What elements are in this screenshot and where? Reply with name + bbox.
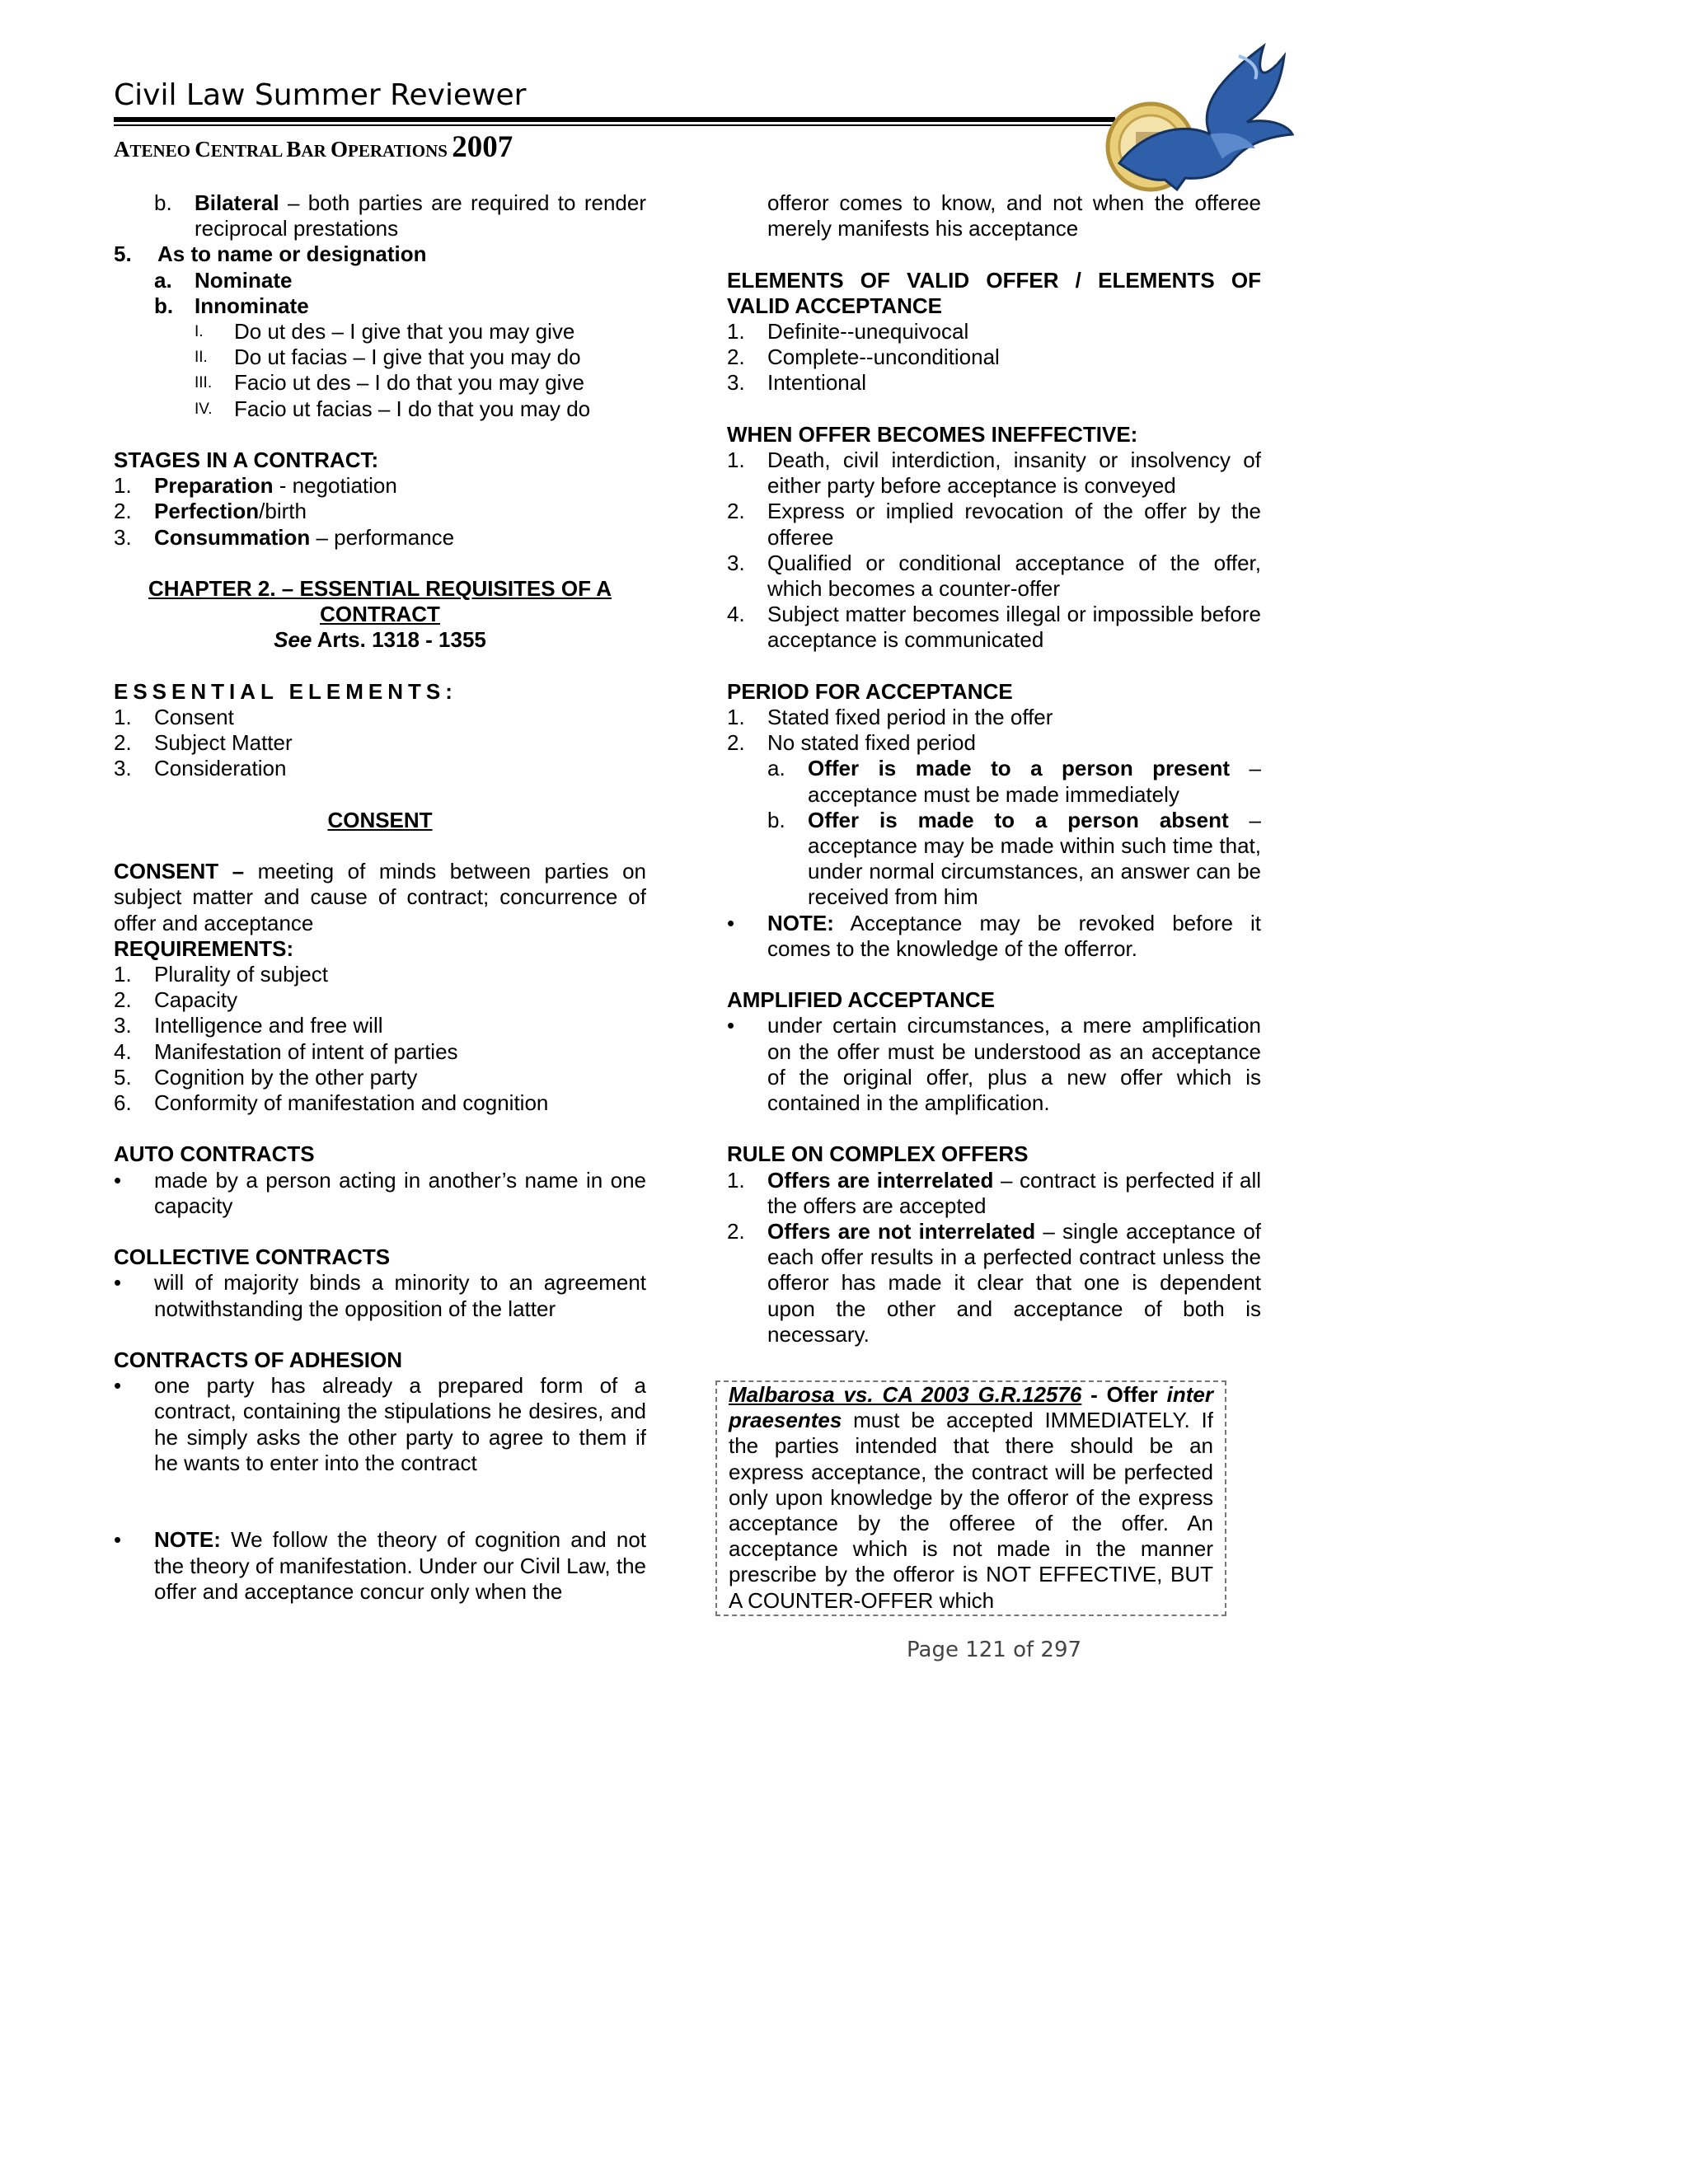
note-item: • NOTE: Acceptance may be revoked before it comes to the knowledge of the offerror. <box>727 910 1261 961</box>
list-item-person-present: a. Offer is made to a person present – acceptance must be made immediately <box>767 756 1261 807</box>
bullet-item: • made by a person acting in another’s name in one capacity <box>114 1167 646 1218</box>
list-item: III. Facio ut des – I do that you may give <box>195 370 584 396</box>
list-item: 2. Offers are not interrelated – single acceptance of each offer results in a perfected contract unless the offeror has made it clear that one is dependent upon the other and acceptance of both is necessary. <box>727 1219 1261 1347</box>
bullet-item: • under certain circumstances, a mere amplification on the offer must be understood as an acceptance of the original offer, plus a new offer which is contained in the amplification. <box>727 1013 1261 1116</box>
section-heading-requirements: REQUIREMENTS: <box>114 935 294 961</box>
consent-definition: CONSENT – meeting of minds between parties on subject matter and cause of contract; concurrence of offer and acceptance <box>114 859 646 935</box>
section-heading-amplified: AMPLIFIED ACCEPTANCE <box>727 987 995 1013</box>
document-title: Civil Law Summer Reviewer <box>114 78 527 112</box>
list-item: II. Do ut facias – I give that you may do <box>195 344 581 370</box>
list-item: 3. Qualified or conditional acceptance of the offer, which becomes a counter-offer <box>727 550 1261 602</box>
case-digest-text: Malbarosa vs. CA 2003 G.R.12576 - Offer inter praesentes must be accepted IMMEDIATELY. If the parties intended that there should be an express acceptance, the contract will be perfected only upon knowledge by the offeror of the express acceptance by the offeree of the offer. An acceptance which is not made in the manner prescribe by the offeror is NOT EFFECTIVE, BUT A COUNTER-OFFER which <box>729 1382 1213 1613</box>
continued-text: offeror comes to know, and not when the offeree merely manifests his acceptance <box>767 190 1261 241</box>
list-item: 1. Consent <box>114 705 234 730</box>
document-subtitle: ATENEO CENTRAL BAR OPERATIONS 2007 <box>114 130 513 164</box>
article-reference: See Arts. 1318 - 1355 <box>274 627 486 653</box>
list-item: 1. Offers are interrelated – contract is perfected if all the offers are accepted <box>727 1167 1262 1218</box>
list-item: 3. Consideration <box>114 756 287 781</box>
header-rule-thin <box>114 124 1115 126</box>
document-year: 2007 <box>452 130 513 164</box>
list-item-person-absent: b. Offer is made to a person absent – acceptance may be made within such time that, under normal circumstances, an answer can be received from him <box>767 807 1261 910</box>
section-heading-valid-offer: ELEMENTS OF VALID OFFER / ELEMENTS OF VALID ACCEPTANCE <box>727 267 1261 318</box>
eagle-seal-logo-icon <box>1086 40 1301 198</box>
list-item: 5. Cognition by the other party <box>114 1064 418 1090</box>
case-digest-box <box>715 1380 1226 1616</box>
list-item: 1. Definite--unequivocal <box>727 319 969 344</box>
left-column <box>114 190 646 1605</box>
consent-title: CONSENT <box>327 807 433 832</box>
section-heading-auto-contracts: AUTO CONTRACTS <box>114 1141 315 1167</box>
right-column <box>727 190 1261 1347</box>
bullet-item: • will of majority binds a minority to an agreement notwithstanding the opposition of the latter <box>114 1270 646 1321</box>
list-item: 4. Manifestation of intent of parties <box>114 1038 458 1064</box>
list-item: 2. Express or implied revocation of the offer by the offeree <box>727 499 1261 550</box>
chapter-heading: CHAPTER 2. – ESSENTIAL REQUISITES OF A CONTRACT <box>148 576 612 627</box>
list-item-innominate: b. Innominate <box>154 293 309 318</box>
list-item: 1. Death, civil interdiction, insanity or insolvency of either party before acceptance is conveyed <box>727 448 1261 499</box>
section-heading-period: PERIOD FOR ACCEPTANCE <box>727 678 1013 704</box>
section-heading-ineffective: WHEN OFFER BECOMES INEFFECTIVE: <box>727 421 1138 447</box>
section-heading-adhesion: CONTRACTS OF ADHESION <box>114 1347 403 1373</box>
section-heading-collective-contracts: COLLECTIVE CONTRACTS <box>114 1244 391 1270</box>
list-item-bilateral: b. Bilateral – both parties are required to render reciprocal prestations <box>154 190 646 241</box>
list-item: 2. Capacity <box>114 987 238 1013</box>
list-item-name-designation: 5. As to name or designation <box>114 241 427 267</box>
section-heading-complex-offers: RULE ON COMPLEX OFFERS <box>727 1141 1029 1167</box>
list-item: 2. No stated fixed period <box>727 730 976 756</box>
list-item: 3. Intelligence and free will <box>114 1013 383 1038</box>
section-heading-stages: STAGES IN A CONTRACT: <box>114 448 379 473</box>
bullet-item: • one party has already a prepared form of a contract, containing the stipulations he desires, and he simply asks the other party to agree to them if he wants to enter into the contract <box>114 1373 646 1475</box>
list-item: 1. Preparation - negotiation <box>114 473 397 499</box>
list-item: 4. Subject matter becomes illegal or impossible before acceptance is communicated <box>727 602 1261 653</box>
list-item: 3. Consummation – performance <box>114 524 455 550</box>
case-citation: Malbarosa vs. CA 2003 G.R.12576 <box>729 1382 1082 1407</box>
list-item: I. Do ut des – I give that you may give <box>195 319 575 344</box>
list-item: IV. Facio ut facias – I do that you may do <box>195 396 591 421</box>
list-item: 2. Complete--unconditional <box>727 344 1000 370</box>
list-item-nominate: a. Nominate <box>154 267 293 293</box>
header-rule-thick <box>114 117 1115 122</box>
note-item: • NOTE: We follow the theory of cognition and not the theory of manifestation. Under our Civil Law, the offer and acceptance concur only when the <box>114 1527 646 1604</box>
list-item: 2. Subject Matter <box>114 730 293 756</box>
list-item: 2. Perfection/birth <box>114 499 307 524</box>
list-item: 1. Stated fixed period in the offer <box>727 705 1053 730</box>
list-item: 3. Intentional <box>727 370 866 396</box>
list-item: 1. Plurality of subject <box>114 962 328 987</box>
list-item: 6. Conformity of manifestation and cognition <box>114 1090 549 1116</box>
section-heading-essential-elements: ESSENTIAL ELEMENTS: <box>114 678 457 704</box>
